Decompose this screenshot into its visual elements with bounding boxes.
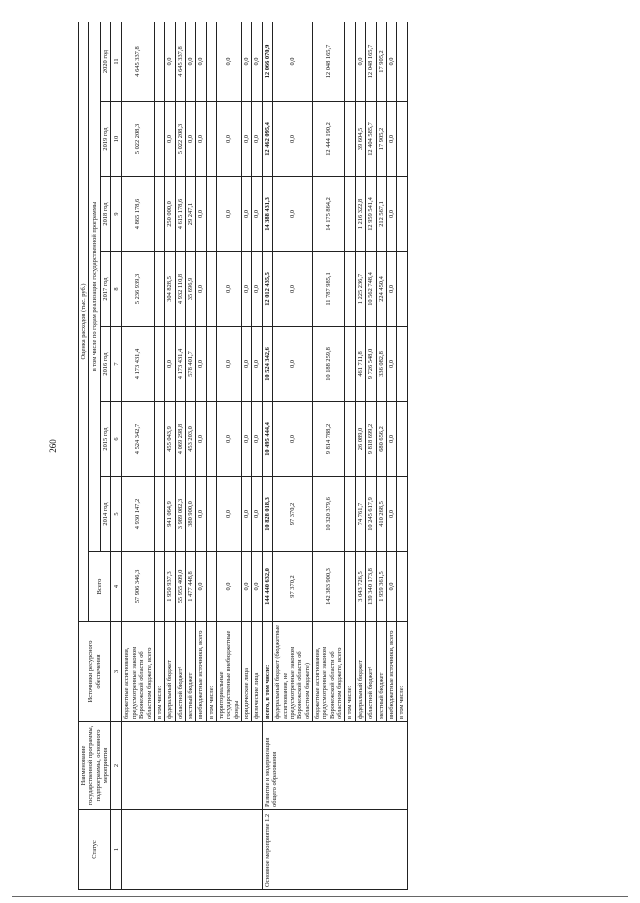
value-cell: 144 440 632,0 — [262, 552, 272, 622]
value-cell: 12 462 095,4 — [262, 102, 272, 177]
value-cell: 4 865 178,6 — [122, 177, 154, 252]
value-cell: 17 905,2 — [376, 22, 386, 102]
value-cell: 0,0 — [217, 177, 242, 252]
value-cell: 1 959 361,5 — [376, 552, 386, 622]
value-cell: 29 247,1 — [185, 177, 195, 252]
value-cell: 12 959 541,4 — [366, 177, 376, 252]
value-cell: 12 012 435,5 — [262, 252, 272, 327]
value-cell: 0,0 — [386, 22, 396, 102]
header-year: 2015 год — [101, 402, 111, 477]
value-cell: 10 495 444,4 — [262, 402, 272, 477]
value-cell: 0,0 — [217, 22, 242, 102]
value-cell: 14 388 431,3 — [262, 177, 272, 252]
value-cell: 461 711,8 — [355, 327, 365, 402]
source-cell: федеральный бюджет — [165, 622, 175, 722]
source-cell: территориальные государственные внебюджетные фонды — [217, 622, 242, 722]
value-cell: 304 828,5 — [165, 252, 175, 327]
value-cell: 12 048 165,7 — [366, 22, 376, 102]
value-cell: 97 370,2 — [273, 477, 313, 552]
value-cell: 0,0 — [386, 477, 396, 552]
value-cell: 142 383 900,3 — [312, 552, 344, 622]
column-index: 5 — [111, 477, 122, 552]
value-cell: 4 645 337,8 — [122, 22, 154, 102]
source-cell: юридические лица — [242, 622, 252, 722]
source-cell: внебюджетные источники, всего — [386, 622, 396, 722]
header-by-years: в том числе по годам реализации государственной программы — [89, 22, 101, 552]
value-cell: 0,0 — [217, 327, 242, 402]
value-cell: 0,0 — [386, 327, 396, 402]
value-cell: 4 932 110,8 — [175, 252, 185, 327]
value-cell — [397, 402, 407, 477]
value-cell: 0,0 — [242, 252, 252, 327]
value-cell — [206, 252, 216, 327]
value-cell — [397, 552, 407, 622]
value-cell: 10 562 748,4 — [366, 252, 376, 327]
value-cell — [206, 102, 216, 177]
value-cell: 0,0 — [252, 177, 262, 252]
source-cell: областной бюджет¹ — [366, 622, 376, 722]
value-cell: 1 225 236,7 — [355, 252, 365, 327]
header-year: 2014 год — [101, 477, 111, 552]
value-cell: 9 818 699,2 — [366, 402, 376, 477]
value-cell — [397, 22, 407, 102]
value-cell: 4 173 431,4 — [175, 327, 185, 402]
value-cell: 0,0 — [386, 552, 396, 622]
value-cell — [397, 177, 407, 252]
value-cell: 0,0 — [196, 177, 206, 252]
value-cell — [206, 477, 216, 552]
value-cell: 0,0 — [252, 102, 262, 177]
value-cell: 5 236 939,3 — [122, 252, 154, 327]
value-cell: 0,0 — [242, 552, 252, 622]
value-cell: 0,0 — [273, 252, 313, 327]
value-cell: 17 905,2 — [376, 102, 386, 177]
source-cell: в том числе: — [345, 622, 355, 722]
source-cell: в том числе: — [154, 622, 164, 722]
column-index-row — [111, 22, 122, 890]
value-cell: 0,0 — [217, 477, 242, 552]
value-cell: 410 268,5 — [376, 477, 386, 552]
header-estimate: Оценка расходов (тыс. руб.) — [79, 22, 89, 622]
column-index: 2 — [111, 722, 122, 810]
value-cell: 12 404 585,7 — [366, 102, 376, 177]
column-index: 9 — [111, 177, 122, 252]
value-cell — [154, 22, 164, 102]
value-cell: 97 370,2 — [273, 552, 313, 622]
value-cell: 0,0 — [217, 252, 242, 327]
column-index: 11 — [111, 22, 122, 102]
value-cell: 578 401,7 — [185, 327, 195, 402]
value-cell: 12 444 190,2 — [312, 102, 344, 177]
value-cell — [345, 327, 355, 402]
value-cell: 0,0 — [242, 177, 252, 252]
value-cell: 0,0 — [196, 477, 206, 552]
value-cell: 10 245 617,9 — [366, 477, 376, 552]
value-cell: 0,0 — [196, 327, 206, 402]
value-cell: 0,0 — [217, 402, 242, 477]
value-cell: 10 524 342,6 — [262, 327, 272, 402]
header-total: Всего — [89, 552, 111, 622]
value-cell: 0,0 — [252, 552, 262, 622]
value-cell: 39 604,5 — [355, 102, 365, 177]
value-cell: 0,0 — [252, 327, 262, 402]
value-cell: 680 656,2 — [376, 402, 386, 477]
header-year: 2017 год — [101, 252, 111, 327]
value-cell — [345, 402, 355, 477]
name-cell: Развитие и модернизация общего образования — [262, 722, 407, 810]
value-cell: 0,0 — [242, 477, 252, 552]
value-cell — [206, 552, 216, 622]
value-cell: 250 000,0 — [165, 177, 175, 252]
value-cell: 3 989 082,3 — [175, 477, 185, 552]
header-year: 2020 год — [101, 22, 111, 102]
header-year: 2019 год — [101, 102, 111, 177]
column-index: 7 — [111, 327, 122, 402]
value-cell: 0,0 — [386, 177, 396, 252]
value-cell: 0,0 — [273, 327, 313, 402]
value-cell — [206, 327, 216, 402]
value-cell: 1 950 937,3 — [165, 552, 175, 622]
header-year: 2016 год — [101, 327, 111, 402]
value-cell — [154, 477, 164, 552]
value-cell — [206, 22, 216, 102]
value-cell — [154, 402, 164, 477]
value-cell — [345, 252, 355, 327]
page-bottom-rule — [12, 896, 628, 897]
value-cell: 0,0 — [217, 552, 242, 622]
value-cell — [397, 327, 407, 402]
source-cell: физические лица — [252, 622, 262, 722]
value-cell: 0,0 — [242, 102, 252, 177]
source-cell: в том числе: — [206, 622, 216, 722]
value-cell — [345, 22, 355, 102]
source-cell: федеральный бюджет (бюджетные ассигнования, не предусмотренные законом Воронежской области об областном бюджете) — [273, 622, 313, 722]
value-cell: 0,0 — [242, 327, 252, 402]
value-cell: 5 022 208,3 — [122, 102, 154, 177]
table-row — [122, 22, 154, 890]
value-cell: 0,0 — [386, 402, 396, 477]
value-cell: 0,0 — [185, 102, 195, 177]
value-cell: 0,0 — [196, 252, 206, 327]
value-cell: 0,0 — [252, 402, 262, 477]
table-row — [262, 22, 272, 890]
value-cell: 57 906 346,3 — [122, 552, 154, 622]
source-cell: бюджетные ассигнования, предусмотренные законом Воронежской области об областном бюджете, всего — [122, 622, 154, 722]
value-cell: 455 043,9 — [165, 402, 175, 477]
status-cell — [122, 810, 262, 890]
value-cell: 0,0 — [165, 327, 175, 402]
value-cell — [345, 477, 355, 552]
value-cell: 11 787 985,1 — [312, 252, 344, 327]
source-cell: федеральный бюджет — [355, 622, 365, 722]
value-cell: 0,0 — [196, 402, 206, 477]
value-cell — [345, 177, 355, 252]
value-cell: 4 645 337,8 — [175, 22, 185, 102]
value-cell: 941 064,9 — [165, 477, 175, 552]
column-index: 6 — [111, 402, 122, 477]
value-cell: 453 203,0 — [185, 402, 195, 477]
value-cell: 0,0 — [355, 22, 365, 102]
source-cell: внебюджетные источники, всего — [196, 622, 206, 722]
header-year: 2018 год — [101, 177, 111, 252]
value-cell: 4 615 178,6 — [175, 177, 185, 252]
value-cell — [154, 327, 164, 402]
value-cell: 14 175 864,2 — [312, 177, 344, 252]
value-cell — [154, 177, 164, 252]
value-cell: 3 043 726,5 — [355, 552, 365, 622]
name-cell — [122, 722, 262, 810]
value-cell: 0,0 — [196, 552, 206, 622]
value-cell: 1 477 448,8 — [185, 552, 195, 622]
value-cell: 0,0 — [386, 102, 396, 177]
column-index: 4 — [111, 552, 122, 622]
value-cell: 4 069 298,8 — [175, 402, 185, 477]
value-cell: 0,0 — [185, 22, 195, 102]
source-cell: областной бюджет¹ — [175, 622, 185, 722]
value-cell: 1 216 322,8 — [355, 177, 365, 252]
value-cell — [345, 552, 355, 622]
value-cell: 336 082,8 — [376, 327, 386, 402]
value-cell — [397, 252, 407, 327]
value-cell: 5 022 208,3 — [175, 102, 185, 177]
value-cell — [154, 252, 164, 327]
value-cell: 0,0 — [165, 102, 175, 177]
value-cell: 12 066 070,9 — [262, 22, 272, 102]
column-index: 3 — [111, 622, 122, 722]
value-cell: 0,0 — [273, 22, 313, 102]
value-cell: 26 089,0 — [355, 402, 365, 477]
column-index: 8 — [111, 252, 122, 327]
value-cell: 9 726 548,0 — [366, 327, 376, 402]
source-cell: в том числе: — [397, 622, 407, 722]
value-cell — [154, 552, 164, 622]
rotated-table-area — [78, 22, 599, 890]
value-cell: 74 761,7 — [355, 477, 365, 552]
source-cell: местный бюджет — [376, 622, 386, 722]
budget-table — [78, 22, 408, 890]
value-cell: 0,0 — [273, 102, 313, 177]
value-cell: 4 173 431,4 — [122, 327, 154, 402]
value-cell: 4 524 342,7 — [122, 402, 154, 477]
value-cell: 10 320 379,6 — [312, 477, 344, 552]
value-cell: 4 930 147,2 — [122, 477, 154, 552]
column-index: 1 — [111, 810, 122, 890]
value-cell — [206, 177, 216, 252]
header-name: Наименование государственной программы, подпрограммы, основного мероприятия — [79, 722, 111, 810]
header-source: Источники ресурсного обеспечения — [79, 622, 111, 722]
page-number: 260 — [48, 439, 58, 453]
status-cell: Основное мероприятие 1.2 — [262, 810, 407, 890]
value-cell: 0,0 — [252, 477, 262, 552]
value-cell: 224 450,4 — [376, 252, 386, 327]
value-cell: 0,0 — [196, 102, 206, 177]
value-cell: 9 814 788,2 — [312, 402, 344, 477]
value-cell: 212 567,1 — [376, 177, 386, 252]
value-cell: 0,0 — [165, 22, 175, 102]
value-cell: 0,0 — [242, 402, 252, 477]
source-cell: всего, в том числе: — [262, 622, 272, 722]
value-cell — [206, 402, 216, 477]
value-cell — [345, 102, 355, 177]
value-cell: 0,0 — [273, 177, 313, 252]
value-cell: 0,0 — [252, 252, 262, 327]
value-cell: 12 048 165,7 — [312, 22, 344, 102]
column-index: 10 — [111, 102, 122, 177]
value-cell: 0,0 — [252, 22, 262, 102]
value-cell: 35 696,9 — [185, 252, 195, 327]
value-cell: 10 188 259,8 — [312, 327, 344, 402]
value-cell: 0,0 — [242, 22, 252, 102]
value-cell — [397, 477, 407, 552]
value-cell: 55 955 409,0 — [175, 552, 185, 622]
table-body — [122, 22, 407, 890]
value-cell: 0,0 — [217, 102, 242, 177]
value-cell — [154, 102, 164, 177]
table-header — [79, 22, 122, 890]
source-cell: бюджетные ассигнования, предусмотренные законом Воронежской области об областном бюджете, всего — [312, 622, 344, 722]
value-cell: 380 900,0 — [185, 477, 195, 552]
source-cell: местный бюджет — [185, 622, 195, 722]
value-cell: 0,0 — [386, 252, 396, 327]
value-cell: 0,0 — [196, 22, 206, 102]
value-cell: 10 828 018,3 — [262, 477, 272, 552]
value-cell: 139 340 173,8 — [366, 552, 376, 622]
value-cell: 0,0 — [273, 402, 313, 477]
value-cell — [397, 102, 407, 177]
header-status: Статус — [79, 810, 111, 890]
rotated-page-container — [78, 22, 599, 890]
